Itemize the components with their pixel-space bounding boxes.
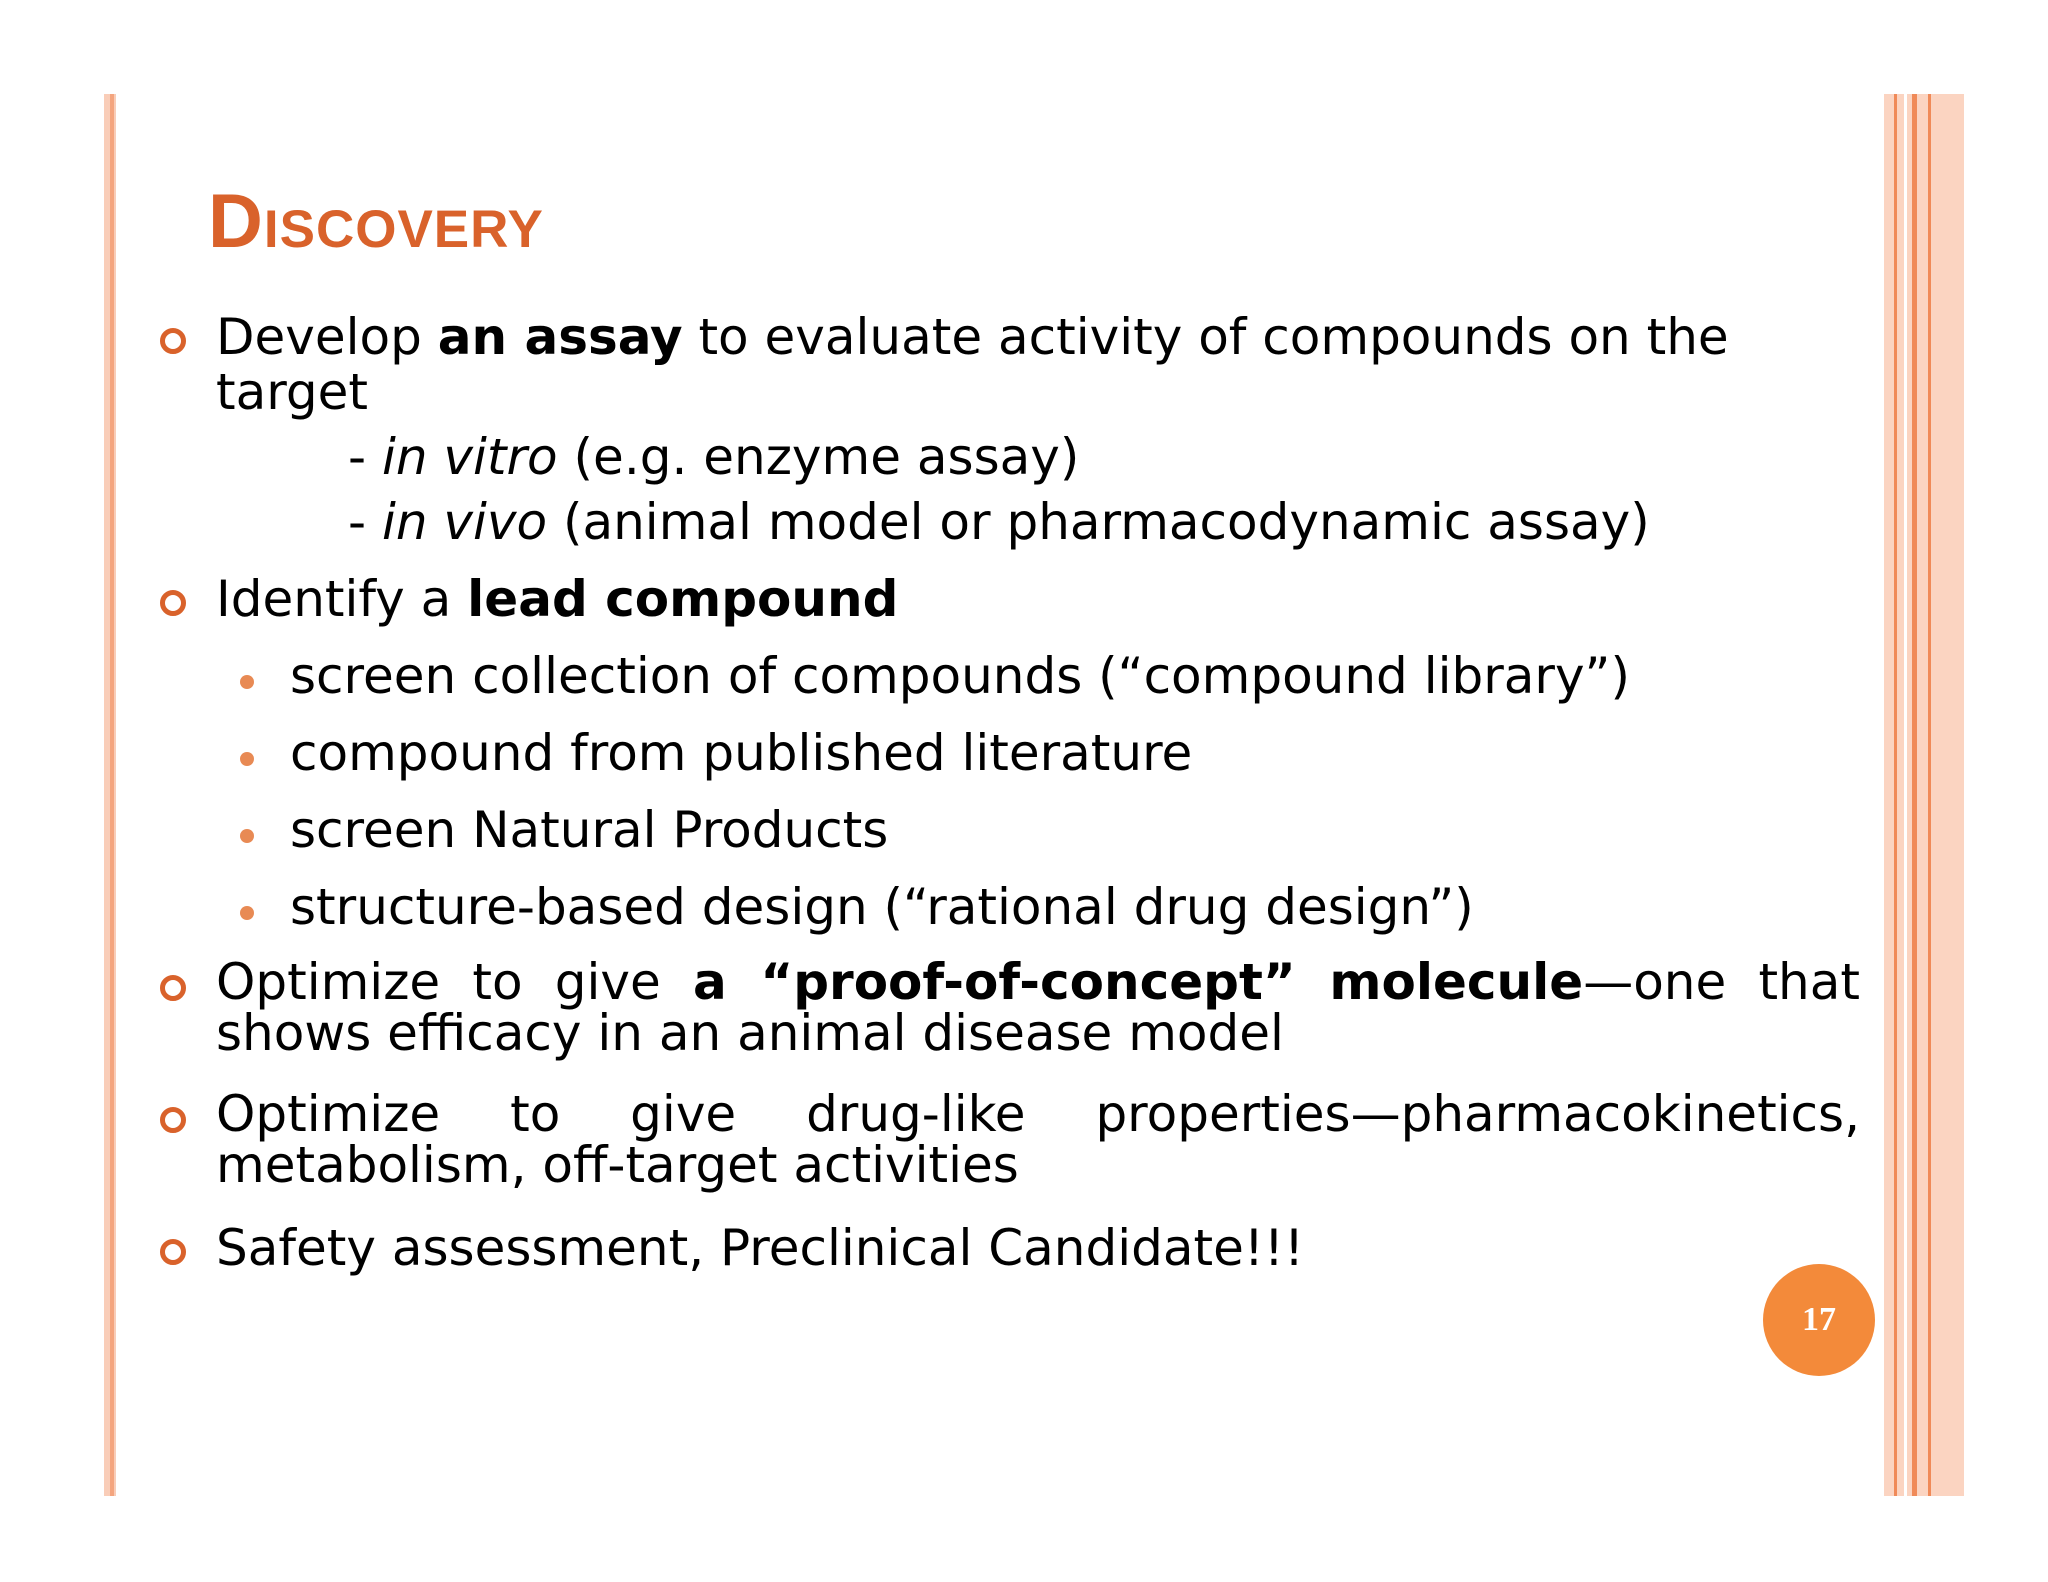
italic-term: in vitro	[381, 428, 558, 486]
italic-term: in vivo	[381, 493, 548, 551]
dash-prefix: -	[348, 493, 382, 551]
sub-item-text: (e.g. enzyme assay)	[557, 428, 1080, 486]
right-decorative-line	[1928, 94, 1931, 1496]
bullet-text: Safety assessment, Preclinical Candidate!!!	[216, 1219, 1304, 1277]
bullet-identify-lead	[160, 572, 1860, 627]
bullet-text: —one that shows efficacy in an animal disease model	[216, 953, 1860, 1062]
bullet-text: Identify a	[216, 570, 468, 628]
list-item	[160, 726, 1860, 781]
list-item-text: structure-based design (“rational drug design”)	[290, 878, 1474, 936]
bullet-bold-text: an assay	[437, 308, 683, 366]
right-decorative-gap	[1904, 94, 1907, 1496]
dot-bullet-icon	[240, 906, 254, 920]
bullet-text: to evaluate activity of compounds on the target	[216, 308, 1729, 421]
bullet-bold-text: lead compound	[467, 570, 899, 628]
ring-bullet-icon	[160, 1239, 186, 1265]
list-item	[160, 649, 1860, 704]
dot-bullet-icon	[240, 752, 254, 766]
ring-bullet-icon	[160, 328, 186, 354]
bullet-develop-assay	[160, 310, 1860, 420]
bullet-drug-like	[160, 1085, 1860, 1194]
list-item-text: screen Natural Products	[290, 801, 889, 859]
list-item-text: compound from published literature	[290, 724, 1193, 782]
list-item-text: screen collection of compounds (“compound library”)	[290, 647, 1630, 705]
sub-item-in-vivo	[160, 495, 1860, 550]
list-item	[160, 880, 1860, 935]
left-decorative-stripe-inner	[110, 94, 114, 1496]
list-item	[160, 803, 1860, 858]
sub-item-in-vitro	[160, 430, 1860, 485]
dot-bullet-icon	[240, 829, 254, 843]
right-decorative-line	[1912, 94, 1917, 1496]
slide-title: Discovery	[208, 179, 544, 264]
sub-item-text: (animal model or pharmacodynamic assay)	[547, 493, 1650, 551]
ring-bullet-icon	[160, 1107, 186, 1133]
ring-bullet-icon	[160, 590, 186, 616]
bullet-safety	[160, 1221, 1860, 1276]
dash-prefix: -	[348, 428, 382, 486]
bullet-text: Optimize to give drug-like properties—pharmacokinetics, metabolism, off-target activities	[216, 1085, 1860, 1194]
bullet-bold-text: a “proof-of-concept” molecule	[692, 953, 1584, 1011]
slide-content	[160, 310, 1860, 1276]
bullet-text: Develop	[216, 308, 438, 366]
bullet-text: Optimize to give	[216, 953, 693, 1011]
ring-bullet-icon	[160, 975, 186, 1001]
right-decorative-line	[1894, 94, 1897, 1496]
bullet-proof-of-concept	[160, 953, 1860, 1062]
page-number-badge: 17	[1763, 1264, 1875, 1376]
dot-bullet-icon	[240, 675, 254, 689]
